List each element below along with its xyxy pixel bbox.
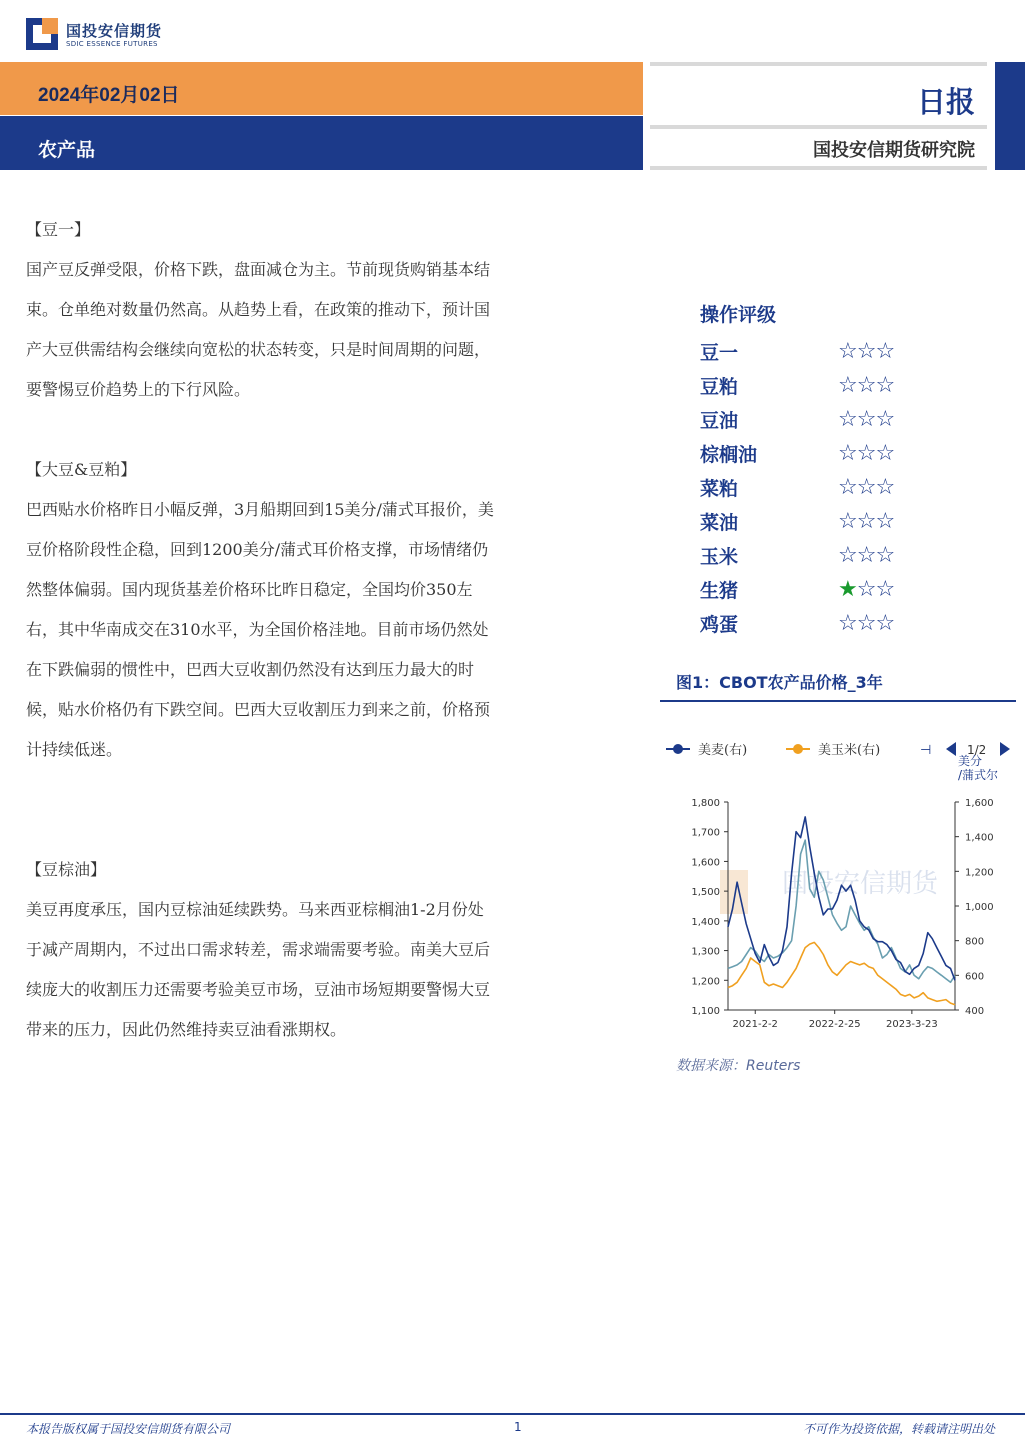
- header-divider-top: [650, 62, 987, 66]
- left-tick-label: 1,700: [691, 827, 720, 839]
- star-empty-icon: ☆: [856, 610, 876, 636]
- section-soybean-meal: [26, 450, 611, 770]
- x-tick-label: 2021-2-2: [732, 1019, 778, 1030]
- star-empty-icon: ☆: [838, 542, 857, 568]
- data-source: 数据来源：Reuters: [676, 1058, 801, 1074]
- legend-label: 美玉米(右): [818, 743, 881, 758]
- legend-marker: [793, 744, 803, 754]
- header-divider-middle: [650, 125, 987, 129]
- star-empty-icon: ☆: [838, 440, 857, 466]
- left-tick-label: 1,100: [691, 1006, 720, 1017]
- rating-row: [700, 606, 894, 640]
- right-tick-label: 1,200: [965, 867, 994, 879]
- left-tick-label: 1,400: [691, 916, 720, 928]
- rating-row: [700, 538, 894, 572]
- star-empty-icon: ☆: [838, 338, 857, 364]
- right-tick-label: 1,000: [965, 902, 994, 913]
- report-date: 2024年02月02日: [38, 85, 180, 106]
- star-empty-icon: ☆: [875, 610, 895, 636]
- footer-disclaimer: 不可作为投资依据，转载请注明出处: [802, 1422, 995, 1436]
- star-empty-icon: ☆: [875, 338, 895, 364]
- right-axis-unit: /蒲式尔: [958, 768, 999, 782]
- section-line: 于减产周期内，不过出口需求转差，需求端需要考验。南美大豆后: [26, 940, 491, 959]
- section-line: 巴西贴水价格昨日小幅反弹，3月船期回到15美分/蒲式耳报价，美: [26, 500, 494, 519]
- section-soybean-one: [26, 210, 611, 410]
- rating-row: [700, 402, 894, 436]
- rating-title: 操作评级: [700, 304, 777, 326]
- rating-product-name: 生猪: [700, 579, 739, 602]
- legend-marker: [673, 744, 683, 754]
- star-empty-icon: ☆: [838, 508, 857, 534]
- header-divider-bottom: [650, 166, 987, 170]
- rating-product-name: 棕榈油: [700, 443, 758, 466]
- x-tick-label: 2023-3-23: [885, 1019, 938, 1030]
- figure-title: 图1：CBOT农产品价格_3年: [676, 673, 883, 692]
- rating-stars: [838, 611, 894, 636]
- legend-label: 美麦(右): [698, 743, 748, 758]
- section-line: 束。仓单绝对数量仍然高。从趋势上看，在政策的推动下，预计国: [26, 300, 491, 319]
- right-tick-label: 600: [965, 971, 985, 983]
- rating-product-name: 豆粕: [700, 375, 739, 398]
- star-empty-icon: ☆: [875, 372, 895, 398]
- section-line: 产大豆供需结构会继续向宽松的状态转变，只是时间周期的问题，: [26, 340, 491, 359]
- section-line: 带来的压力，因此仍然维持卖豆油看涨期权。: [26, 1020, 347, 1039]
- left-tick-label: 1,500: [691, 887, 720, 899]
- left-tick-label: 1,800: [691, 798, 720, 809]
- section-title: 【豆棕油】: [26, 860, 107, 879]
- star-empty-icon: ☆: [875, 474, 895, 500]
- rating-stars: [838, 475, 894, 500]
- star-empty-icon: ☆: [856, 542, 876, 568]
- star-empty-icon: ☆: [838, 474, 857, 500]
- footer-rule: [0, 1413, 1025, 1415]
- logo-mark-icon: [26, 18, 58, 50]
- star-empty-icon: ☆: [856, 406, 876, 432]
- rating-product-name: 豆油: [700, 409, 739, 432]
- star-empty-icon: ☆: [856, 440, 876, 466]
- section-line: 豆价格阶段性企稳，回到1200美分/蒲式耳价格支撑，市场情绪仍: [26, 540, 489, 559]
- footer-copyright: 本报告版权属于国投安信期货有限公司: [26, 1422, 231, 1436]
- rating-row: [700, 436, 894, 470]
- section-line: 候，贴水价格仍有下跌空间。巴西大豆收割压力到来之前，价格预: [26, 700, 491, 719]
- logo-english-text: SDIC ESSENCE FUTURES: [66, 40, 158, 48]
- rating-stars: [838, 441, 894, 466]
- rating-row: [700, 368, 894, 402]
- star-filled-icon: ★: [838, 576, 857, 602]
- star-empty-icon: ☆: [875, 576, 895, 602]
- star-empty-icon: ☆: [856, 474, 876, 500]
- star-empty-icon: ☆: [875, 508, 895, 534]
- star-empty-icon: ☆: [838, 406, 857, 432]
- watermark-text: 国投安信期货: [782, 869, 939, 899]
- left-tick-label: 1,600: [691, 857, 720, 869]
- section-line: 计持续低迷。: [26, 740, 123, 759]
- star-empty-icon: ☆: [856, 508, 876, 534]
- left-tick-label: 1,200: [691, 976, 720, 988]
- star-empty-icon: ☆: [875, 406, 895, 432]
- star-empty-icon: ☆: [838, 610, 857, 636]
- category-banner: [0, 116, 643, 170]
- rating-row: [700, 470, 894, 504]
- legend-next-icon: [1000, 742, 1010, 756]
- rating-row: [700, 334, 894, 368]
- section-soy-palm-oil: [26, 850, 611, 1050]
- figure-rule: [660, 700, 1016, 702]
- rating-stars: [838, 373, 894, 398]
- rating-row: [700, 572, 894, 606]
- star-empty-icon: ☆: [875, 542, 895, 568]
- section-line: 然整体偏弱。国内现货基差价格环比昨日稳定，全国均价350左: [26, 580, 473, 599]
- rating-product-name: 豆一: [700, 341, 739, 364]
- legend-prev-icon: [946, 742, 956, 756]
- article-body: [26, 210, 611, 1050]
- rating-product-name: 菜油: [700, 511, 739, 534]
- right-axis-unit: 美分: [958, 754, 983, 768]
- header-accent-block: [995, 62, 1025, 170]
- rating-product-name: 玉米: [700, 545, 739, 568]
- institute-name: 国投安信期货研究院: [813, 140, 975, 161]
- section-title: 【大豆&豆粕】: [26, 460, 137, 479]
- right-tick-label: 1,600: [965, 798, 994, 809]
- rating-stars: [838, 509, 894, 534]
- price-chart: [660, 730, 1020, 1040]
- legend-page: 1/2: [967, 743, 987, 757]
- star-empty-icon: ☆: [856, 576, 876, 602]
- right-tick-label: 400: [965, 1006, 985, 1017]
- section-line: 右，其中华南成交在310水平，为全国价格洼地。目前市场仍然处: [26, 620, 489, 639]
- operation-rating-panel: [700, 300, 894, 640]
- logo-text: 国投安信期货: [66, 22, 163, 40]
- rating-product-name: 菜粕: [700, 477, 739, 500]
- star-empty-icon: ☆: [856, 372, 876, 398]
- page-number: 1: [514, 1420, 522, 1434]
- company-logo: [26, 16, 166, 54]
- x-tick-label: 2022-2-25: [808, 1019, 861, 1030]
- section-line: 要警惕豆价趋势上的下行风险。: [26, 380, 251, 399]
- section-line: 美豆再度承压，国内豆棕油延续跌势。马来西亚棕榈油1-2月份处: [26, 900, 484, 919]
- right-tick-label: 1,400: [965, 832, 994, 844]
- rating-stars: [838, 339, 894, 364]
- legend-more-marker: ⊣: [920, 743, 932, 758]
- report-category: 农产品: [38, 139, 96, 161]
- star-empty-icon: ☆: [838, 372, 857, 398]
- watermark-logo: [720, 870, 748, 914]
- right-tick-label: 800: [965, 936, 985, 948]
- star-empty-icon: ☆: [875, 440, 895, 466]
- section-title: 【豆一】: [26, 220, 91, 239]
- section-line: 续庞大的收割压力还需要考验美豆市场，豆油市场短期要警惕大豆: [26, 980, 491, 999]
- rating-product-name: 鸡蛋: [700, 613, 739, 636]
- report-type: 日报: [916, 85, 975, 119]
- section-line: 国产豆反弹受限，价格下跌，盘面减仓为主。节前现货购销基本结: [26, 260, 491, 279]
- star-empty-icon: ☆: [856, 338, 876, 364]
- rating-stars: [838, 543, 894, 568]
- section-line: 在下跌偏弱的惯性中，巴西大豆收割仍然没有达到压力最大的时: [26, 660, 475, 679]
- rating-stars: [838, 577, 894, 602]
- rating-row: [700, 504, 894, 538]
- rating-stars: [838, 407, 894, 432]
- left-tick-label: 1,300: [691, 946, 720, 958]
